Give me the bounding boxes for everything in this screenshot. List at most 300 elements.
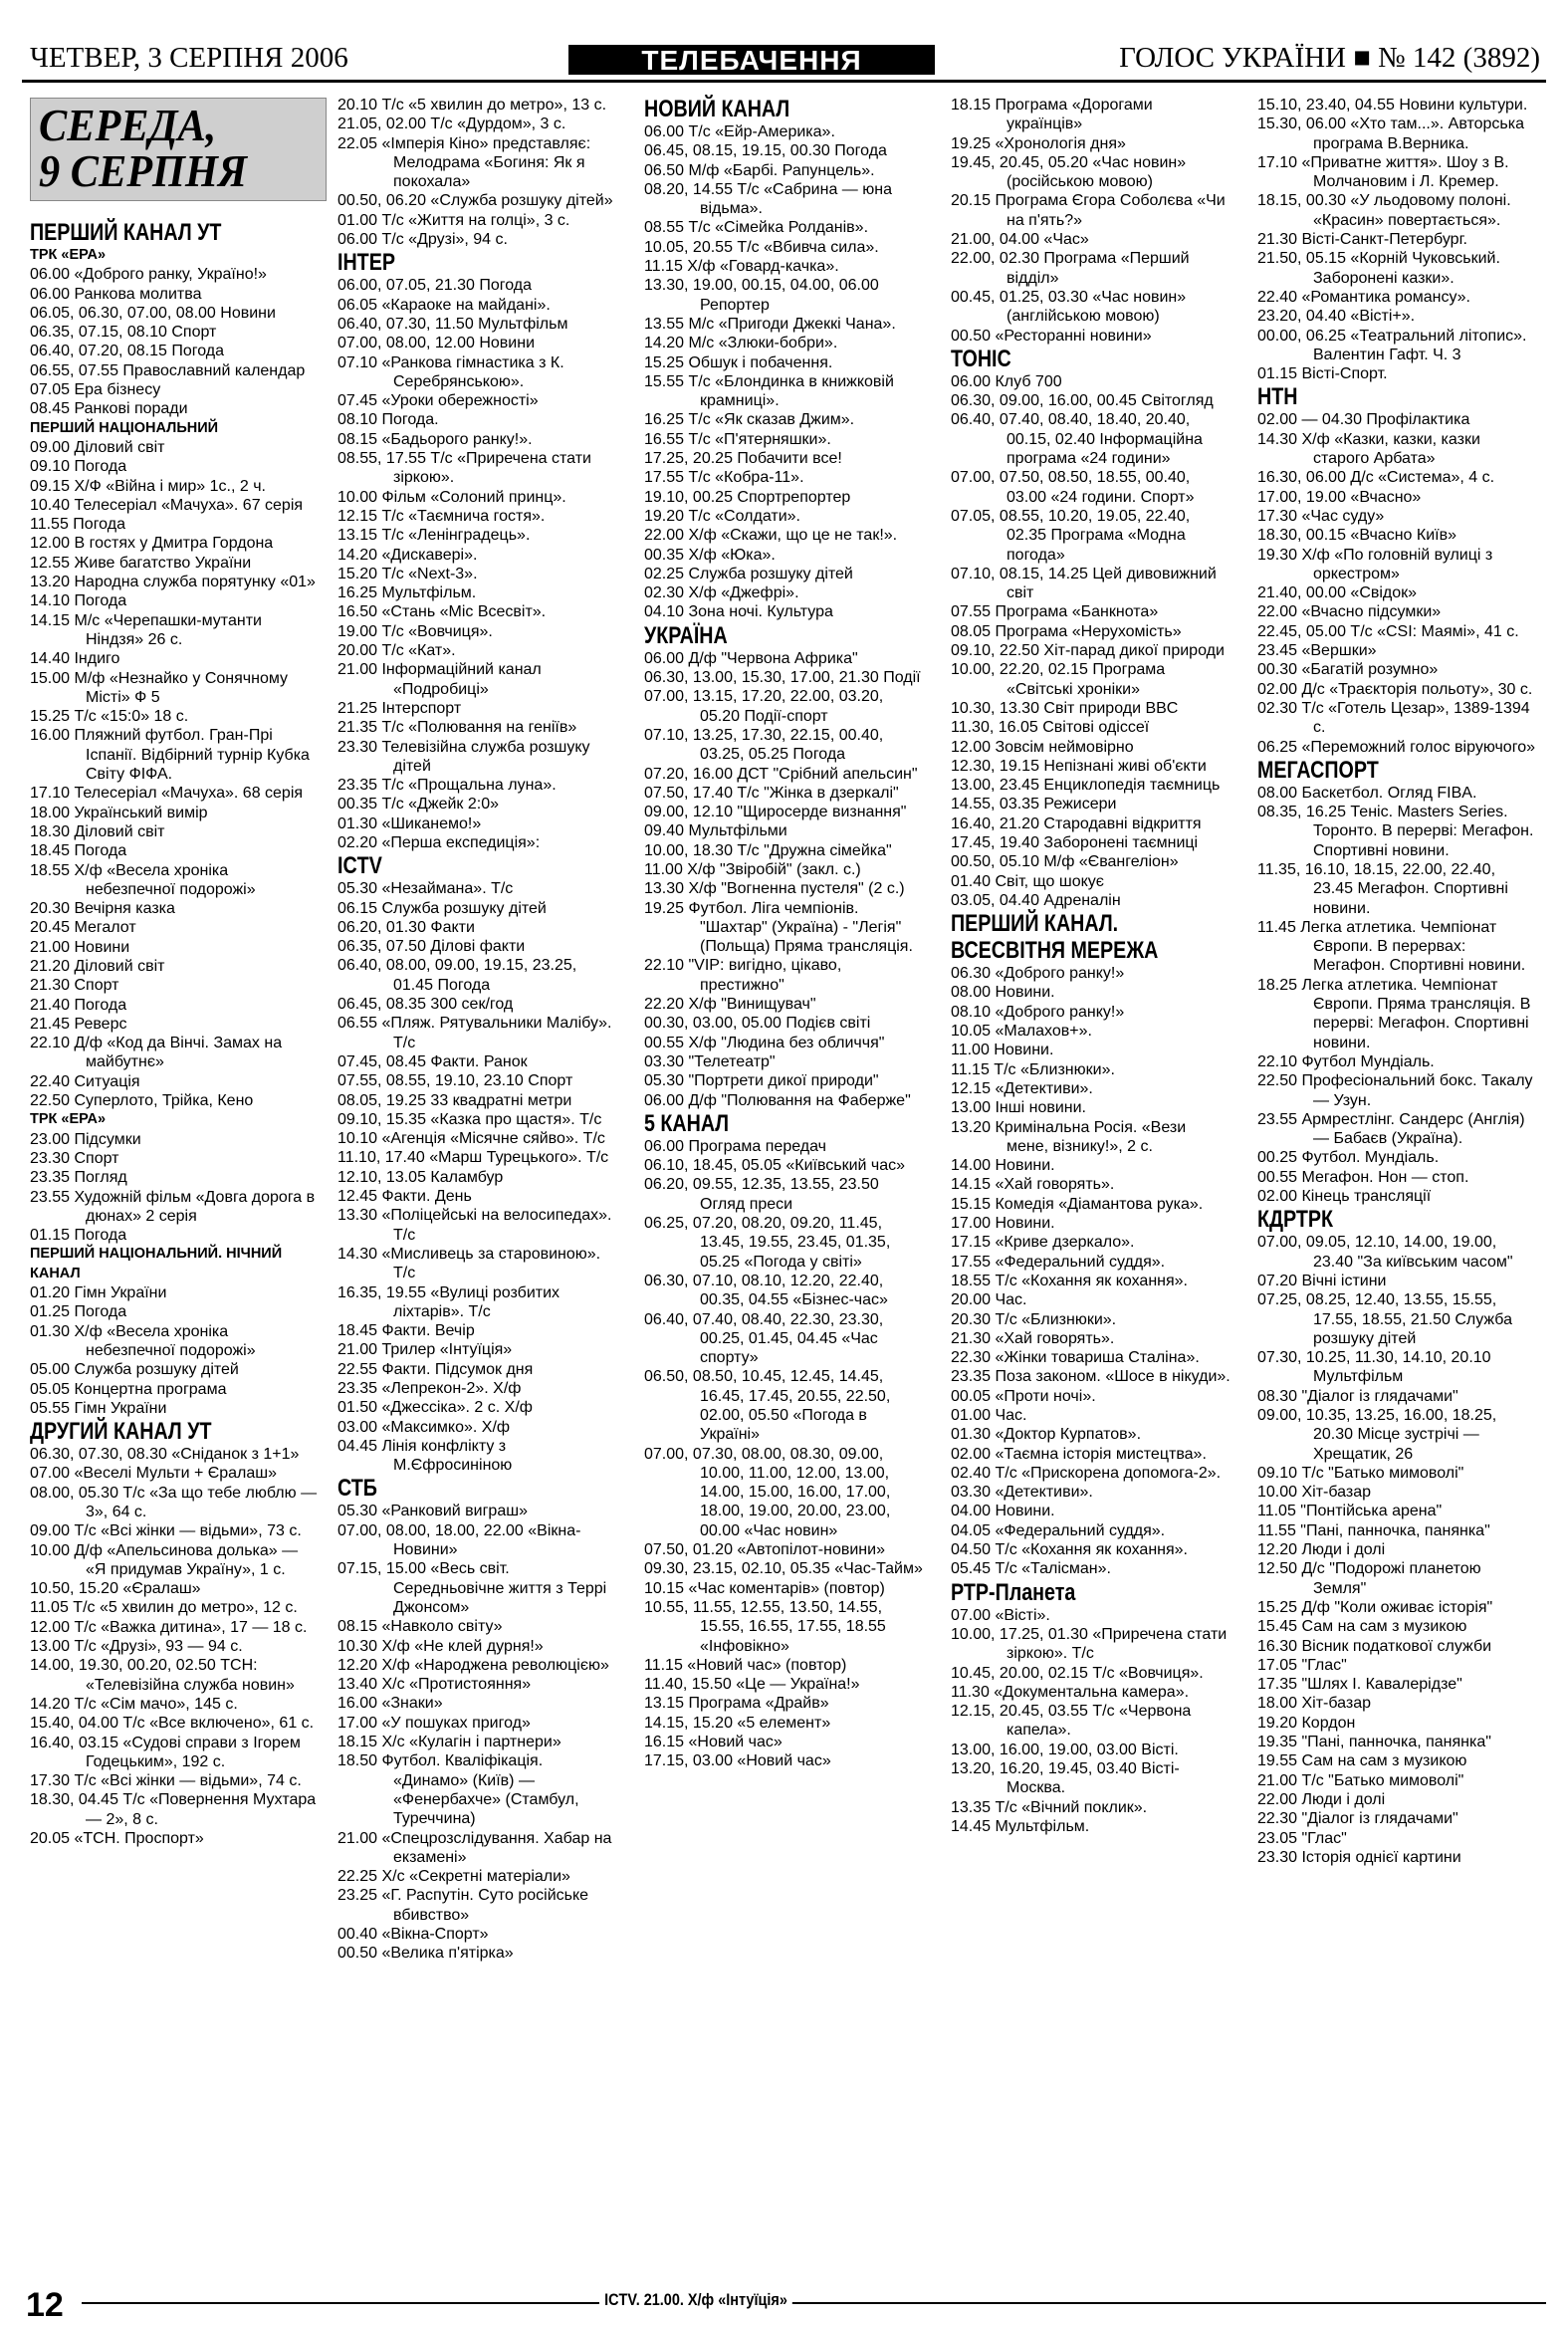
page-footer (22, 2286, 1546, 2324)
program-entry: 22.05 «Імперія Кіно» представляє: Мелодрама «Богиня: Як я покохала» (337, 134, 591, 191)
program-entry: 12.20 Люди і долі (1257, 1541, 1386, 1559)
program-entry: 11.40, 15.50 «Це — Україна!» (644, 1676, 860, 1694)
program-entry: 09.00, 12.10 "Щиросерде визнання" (644, 804, 907, 821)
program-entry: 00.40 «Вікна-Спорт» (337, 1926, 489, 1944)
program-entry: 18.15, 00.30 «У льодовому полоні. «Красин» повертається». (1257, 192, 1511, 229)
program-entry: 02.25 Служба розшуку дітей (644, 565, 853, 582)
program-entry: 08.00 Баскетбол. Огляд FIBA. (1257, 784, 1477, 802)
program-entry: 15.55 Т/с «Блондинка в книжковій крамниці». (644, 372, 894, 410)
program-entry: 14.15 «Хай говорять». (951, 1176, 1115, 1194)
program-entry: 06.30, 07.30, 08.30 «Сніданок з 1+1» (30, 1446, 300, 1464)
program-entry: 13.30 Х/ф "Вогненна пустеля" (2 с.) (644, 880, 905, 898)
channel-heading: СТБ (337, 1475, 377, 1503)
program-entry: 00.45, 01.25, 03.30 «Час новин» (англійською мовою) (951, 288, 1187, 326)
program-entry: 10.00 Фільм «Солоний принц». (337, 488, 566, 506)
program-entry: 21.00 «Спецрозслідування. Хабар на екзамені» (337, 1829, 612, 1866)
program-entry: 00.25 Футбол. Мундіаль. (1257, 1149, 1440, 1167)
program-entry: 08.15 «Навколо світу» (337, 1618, 503, 1636)
program-entry: 17.30 Т/с «Всі жінки — відьми», 74 с. (30, 1772, 302, 1790)
program-entry: 10.05 «Малахов+». (951, 1023, 1092, 1041)
program-entry: 02.00 «Таємна історія мистецтва». (951, 1445, 1207, 1463)
program-entry: 08.00, 05.30 Т/с «За що тебе люблю — 3», 64 с. (30, 1484, 318, 1520)
program-entry: 09.00 Т/с «Всі жінки — відьми», 73 с. (30, 1522, 302, 1540)
program-entry: 07.00, 09.05, 12.10, 14.00, 19.00, 23.40 "За київським часом" (1257, 1234, 1513, 1271)
program-entry: 07.50, 01.20 «Автопілот-новини» (644, 1541, 885, 1559)
program-entry: 10.00 Д/ф «Апельсинова долька» — «Я придумав Україну», 1 с. (30, 1541, 299, 1578)
program-entry: 19.20 Кордон (1257, 1714, 1356, 1732)
program-entry: 10.05, 20.55 Т/с «Вбивча сила». (644, 238, 879, 256)
channel-heading: НТН (1257, 383, 1298, 411)
program-entry: 01.15 Вісті-Спорт. (1257, 365, 1388, 383)
program-entry: 17.00, 19.00 «Вчасно» (1257, 488, 1422, 506)
program-entry: 20.30 Вечірня казка (30, 900, 175, 918)
program-entry: 20.00 Час. (951, 1291, 1027, 1309)
program-entry: 06.30, 13.00, 15.30, 17.00, 21.30 Події (644, 669, 921, 687)
program-entry: 11.45 Легка атлетика. Чемпіонат Європи. В перервах: Мегафон. Спортивні новини. (1257, 918, 1526, 975)
program-entry: 06.40, 08.00, 09.00, 19.15, 23.25, 01.45 Погода (337, 957, 577, 994)
footer-note: ICTV. 21.00. Х/ф «Інтуїція» (599, 2290, 792, 2310)
program-entry: 12.55 Живе багатство України (30, 554, 252, 572)
program-entry: 10.00, 22.20, 02.15 Програма «Світські хроніки» (951, 661, 1166, 698)
program-entry: 09.10, 22.50 Хіт-парад дикої природи (951, 642, 1225, 660)
program-entry: 21.35 Т/с «Полювання на геніїв» (337, 719, 577, 737)
program-entry: 06.45, 08.15, 19.15, 00.30 Погода (644, 142, 887, 160)
subchannel-heading: ПЕРШИЙ НАЦІОНАЛЬНИЙ. НІЧНИЙ КАНАЛ (30, 1246, 283, 1281)
program-entry: 02.00 — 04.30 Профілактика (1257, 411, 1470, 429)
program-entry: 11.30 «Документальна камера». (951, 1683, 1190, 1701)
program-entry: 11.15 «Новий час» (повтор) (644, 1656, 847, 1674)
program-entry: 07.20, 16.00 ДСТ "Срібний апельсин" (644, 765, 918, 783)
program-entry: 22.30 «Жінки товариша Сталіна». (951, 1349, 1200, 1367)
program-entry: 07.55 Програма «Банкнота» (951, 603, 1159, 621)
program-entry: 14.55, 03.35 Режисери (951, 796, 1117, 814)
program-entry: 14.15, 15.20 «5 елемент» (644, 1714, 831, 1732)
program-entry: 01.15 Погода (30, 1227, 127, 1245)
program-entry: 09.30, 23.15, 02.10, 05.35 «Час-Тайм» (644, 1560, 923, 1578)
program-entry: 23.35 Т/с «Прощальна луна». (337, 777, 557, 795)
program-entry: 19.20 Т/с «Солдати». (644, 507, 800, 525)
program-entry: 21.25 Інтерспорт (337, 699, 462, 717)
program-entry: 00.30, 03.00, 05.00 Подієв світі (644, 1015, 871, 1033)
program-entry: 18.15 Х/с «Кулагін і партнери» (337, 1734, 561, 1751)
program-entry: 13.30 «Поліцейські на велосипедах». Т/с (337, 1207, 612, 1244)
program-entry: 05.30 «Ранковий виграш» (337, 1503, 528, 1520)
program-entry: 06.10, 18.45, 05.05 «Київський час» (644, 1157, 906, 1175)
program-entry: 22.00 «Вчасно підсумки» (1257, 603, 1442, 621)
program-entry: 18.30, 04.45 Т/с «Повернення Мухтара — 2», 8 с. (30, 1791, 317, 1828)
program-entry: 16.30, 06.00 Д/с «Система», 4 с. (1257, 469, 1495, 487)
program-entry: 11.15 Т/с «Близнюки». (951, 1060, 1115, 1078)
program-entry: 22.50 Суперлото, Трійка, Кено (30, 1092, 254, 1110)
program-entry: 06.45, 08.35 300 сек/год (337, 996, 514, 1014)
program-entry: 13.15 Т/с «Ленінградець». (337, 527, 531, 545)
program-entry: 07.00 «Вісті». (951, 1606, 1050, 1624)
program-entry: 14.10 Погода (30, 592, 127, 610)
program-entry: 06.35, 07.50 Ділові факти (337, 938, 526, 956)
program-entry: 08.55, 17.55 Т/с «Приречена стати зіркою». (337, 450, 591, 487)
program-entry: 23.30 Телевізійна служба розшуку дітей (337, 738, 590, 775)
program-entry: 10.45, 20.00, 02.15 Т/с «Вовчиця». (951, 1664, 1204, 1682)
program-entry: 03.05, 04.40 Адреналін (951, 891, 1121, 909)
program-entry: 13.35 Т/с «Вічний поклик». (951, 1798, 1148, 1816)
program-entry: 06.50, 08.50, 10.45, 12.45, 14.45, 16.45, 17.45, 20.55, 22.50, 02.00, 05.50 «Погода в Україні» (644, 1368, 891, 1444)
masthead (22, 28, 1546, 83)
program-entry: 00.55 Х/ф "Людина без обличчя" (644, 1034, 885, 1051)
channel-heading: ICTV (337, 852, 382, 880)
program-entry: 17.00 «У пошуках пригод» (337, 1714, 531, 1732)
program-entry: 08.10 Погода. (337, 411, 439, 429)
program-entry: 13.55 М/с «Пригоди Джеккі Чана». (644, 315, 896, 333)
program-entry: 00.35 Т/с «Джейк 2:0» (337, 796, 500, 814)
program-entry: 06.55, 07.55 Православний календар (30, 361, 306, 379)
channel-heading: НОВИЙ КАНАЛ (644, 96, 790, 122)
program-entry: 08.45 Ранкові поради (30, 400, 188, 418)
program-entry: 23.00 Підсумки (30, 1130, 141, 1148)
program-entry: 06.00 Т/с «Ейр-Америка». (644, 123, 835, 140)
channel-heading: МЕГАСПОРТ (1257, 756, 1379, 784)
program-entry: 03.00 «Максимко». Х/ф (337, 1418, 511, 1436)
program-entry: 20.15 Програма Єгора Соболєва «Чи на п'ять?» (951, 192, 1226, 229)
program-entry: 10.00, 18.30 Т/с "Дружна сімейка" (644, 841, 892, 859)
program-entry: 16.40, 21.20 Стародавні відкриття (951, 814, 1202, 832)
program-entry: 16.30 Вісник податкової служби (1257, 1637, 1492, 1655)
program-entry: 07.15, 15.00 «Весь світ. Середньовічне життя з Террі Джонсом» (337, 1560, 607, 1616)
program-entry: 03.30 "Телетеатр" (644, 1052, 776, 1070)
program-entry: 18.55 Х/ф «Весела хроніка небезпечної подорожі» (30, 861, 256, 898)
program-entry: 06.50 М/ф «Барбі. Рапунцель». (644, 161, 875, 179)
program-entry: 13.20, 16.20, 19.45, 03.40 Вісті-Москва. (951, 1760, 1180, 1797)
program-entry: 07.45 «Уроки обережності» (337, 392, 539, 410)
program-entry: 06.40, 07.40, 08.40, 22.30, 23.30, 00.25, 01.45, 04.45 «Час спорту» (644, 1310, 884, 1367)
program-entry: 00.50 «Велика п'ятірка» (337, 1945, 514, 1963)
program-entry: 17.25, 20.25 Побачити все! (644, 450, 842, 468)
program-entry: 21.00 Трилер «Інтуїція» (337, 1341, 513, 1359)
program-entry: 22.30 "Діалог із глядачами" (1257, 1810, 1458, 1828)
program-entry: 13.20 Народна служба порятунку «01» (30, 574, 316, 591)
program-entry: 17.15 «Криве дзеркало». (951, 1234, 1135, 1252)
program-entry: 06.00 Ранкова молитва (30, 285, 202, 303)
program-entry: 19.45, 20.45, 05.20 «Час новин» (російською мовою) (951, 153, 1187, 191)
program-entry: 07.05 Ера бізнесу (30, 381, 161, 399)
program-entry: 22.00 Х/ф «Скажи, що це не так!». (644, 527, 898, 545)
program-entry: 13.20 Кримінальна Росія. «Вези мене, візнику!», 2 с. (951, 1118, 1187, 1155)
program-entry: 06.40, 07.30, 11.50 Мультфільм (337, 315, 568, 333)
program-entry: 00.00, 06.25 «Театральний літопис». Валентин Гафт. Ч. 3 (1257, 327, 1527, 363)
day-title (30, 98, 327, 201)
program-entry: 09.00 Діловий світ (30, 438, 165, 456)
program-entry: 20.10 Т/с «5 хвилин до метро», 13 с. (337, 97, 607, 114)
program-entry: 18.25 Легка атлетика. Чемпіонат Європи. Пряма трансляція. В перерві: Мегафон. Спортивні новини. (1257, 976, 1531, 1051)
program-entry: 23.55 Художній фільм «Довга дорога в дюнах» 2 серія (30, 1188, 316, 1225)
program-entry: 07.10, 13.25, 17.30, 22.15, 00.40, 03.25, 05.25 Погода (644, 726, 884, 764)
program-entry: 12.20 Х/ф «Народжена революцією» (337, 1656, 609, 1674)
subchannel-heading: ТРК «ЕРА» (30, 247, 107, 263)
program-entry: 21.20 Діловий світ (30, 957, 165, 975)
program-entry: 22.20 Х/ф "Винищувач" (644, 996, 816, 1014)
program-entry: 13.40 Х/с «Протистояння» (337, 1676, 532, 1694)
program-entry: 05.30 «Незаймана». Т/с (337, 880, 514, 898)
program-entry: 06.25, 07.20, 08.20, 09.20, 11.45, 13.45, 19.55, 23.45, 01.35, 05.25 «Погода у світі» (644, 1215, 891, 1271)
program-entry: 11.05 Т/с «5 хвилин до метро», 12 с. (30, 1599, 298, 1617)
program-entry: 23.05 "Глас" (1257, 1829, 1347, 1847)
program-entry: 17.00 Новини. (951, 1215, 1055, 1233)
program-entry: 07.05, 08.55, 10.20, 19.05, 22.40, 02.35 Програма «Модна погода» (951, 507, 1191, 564)
program-entry: 07.00 «Веселі Мульти + Єралаш» (30, 1465, 277, 1483)
program-entry: 16.55 Т/с «П'ятерняшки». (644, 430, 831, 448)
program-entry: 23.25 «Г. Распутін. Суто російське вбивство» (337, 1887, 589, 1924)
program-entry: 18.30 Діловий світ (30, 822, 165, 840)
program-entry: 20.05 «ТСН. Проспорт» (30, 1830, 204, 1848)
program-entry: 20.30 Т/с «Близнюки». (951, 1310, 1117, 1328)
program-entry: 15.30, 06.00 «Хто там...». Авторська програма В.Верника. (1257, 116, 1524, 152)
program-entry: 21.50, 05.15 «Корній Чуковський. Заборонені казки». (1257, 250, 1500, 287)
program-entry: 10.15 «Час коментарів» (повтор) (644, 1579, 885, 1597)
program-entry: 08.00 Новини. (951, 984, 1055, 1002)
program-entry: 07.25, 08.25, 12.40, 13.55, 15.55, 17.55, 18.55, 21.50 Служба розшуку дітей (1257, 1291, 1512, 1347)
channel-heading: ВСЕСВІТНЯ МЕРЕЖА (951, 937, 1159, 965)
program-entry: 16.15 «Новий час» (644, 1734, 783, 1751)
program-entry: 08.10 «Доброго ранку!» (951, 1003, 1125, 1021)
channel-heading: КДРТРК (1257, 1206, 1334, 1234)
program-entry: 16.25 Т/с «Як сказав Джим». (644, 411, 855, 429)
channel-heading: ІНТЕР (337, 249, 395, 277)
program-entry: 12.50 Д/с "Подорожі планетою Земля" (1257, 1560, 1481, 1597)
program-entry: 08.20, 14.55 Т/с «Сабрина — юна відьма». (644, 180, 892, 218)
program-entry: 09.00, 10.35, 13.25, 16.00, 18.25, 20.30 Місце зустрічі — Хрещатик, 26 (1257, 1407, 1497, 1463)
channel-heading: ТОНІС (951, 345, 1011, 372)
program-entry: 15.25 Обшук і побачення. (644, 353, 833, 371)
program-entry: 08.15 «Бадьорого ранку!». (337, 430, 533, 448)
program-entry: 22.10 Д/ф «Код да Вінчі. Замах на майбутнє» (30, 1035, 283, 1071)
program-entry: 19.35 "Пані, панночка, панянка" (1257, 1734, 1491, 1751)
program-entry: 19.00 Т/с «Вовчиця». (337, 622, 493, 640)
program-entry: 23.35 Поза законом. «Шосе в нікуди». (951, 1368, 1231, 1386)
program-entry: 09.40 Мультфільми (644, 822, 787, 840)
program-entry: 05.55 Гімн України (30, 1399, 167, 1417)
program-entry: 14.00 Новини. (951, 1157, 1055, 1175)
program-entry: 00.05 «Проти ночі». (951, 1387, 1096, 1405)
program-entry: 23.30 Історія однієї картини (1257, 1848, 1461, 1866)
program-entry: 07.00, 07.50, 08.50, 18.55, 00.40, 03.00 «24 години. Спорт» (951, 469, 1195, 506)
program-entry: 11.10, 17.40 «Марш Турецького». Т/с (337, 1149, 609, 1167)
column-1 (30, 96, 319, 1848)
program-entry: 08.05 Програма «Нерухомість» (951, 622, 1182, 640)
program-entry: 13.15 Програма «Драйв» (644, 1695, 829, 1713)
program-entry: 15.00 М/ф «Незнайко у Сонячному Місті» Ф 5 (30, 669, 289, 706)
program-entry: 01.00 Час. (951, 1407, 1027, 1424)
program-entry: 06.00 Клуб 700 (951, 372, 1062, 390)
program-entry: 06.35, 07.15, 08.10 Спорт (30, 324, 217, 342)
program-entry: 23.55 Армрестлінг. Сандерс (Англія) — Бабаєв (Україна). (1257, 1110, 1525, 1148)
program-entry: 00.50, 06.20 «Служба розшуку дітей» (337, 192, 613, 210)
program-entry: 19.10, 00.25 Спортрепортер (644, 488, 851, 506)
program-entry: 19.25 «Хронологія дня» (951, 134, 1126, 152)
program-entry: 14.00, 19.30, 00.20, 02.50 ТСН: «Телевізійна служба новин» (30, 1657, 295, 1694)
program-entry: 12.15 «Детективи». (951, 1079, 1093, 1097)
program-entry: 15.15 Комедія «Діамантова рука». (951, 1195, 1204, 1213)
program-entry: 11.55 Погода (30, 516, 125, 534)
program-entry: 22.00, 02.30 Програма «Перший відділ» (951, 250, 1190, 287)
program-entry: 14.30 «Мисливець за старовиною». Т/с (337, 1245, 601, 1282)
program-entry: 06.25 «Переможний голос віруючого» (1257, 738, 1535, 756)
program-entry: 11.55 "Пані, панночка, панянка" (1257, 1521, 1490, 1539)
program-entry: 23.35 Погляд (30, 1169, 127, 1187)
program-entry: 21.00, 04.00 «Час» (951, 231, 1089, 249)
page-number: 12 (26, 2286, 64, 2324)
program-entry: 13.00 Т/с «Друзі», 93 — 94 с. (30, 1638, 243, 1656)
program-entry: 17.55 Т/с «Кобра-11». (644, 469, 804, 487)
program-entry: 13.00 Інші новини. (951, 1099, 1086, 1117)
program-entry: 10.10 «Агенція «Місячне сяйво». Т/с (337, 1130, 605, 1148)
program-entry: 08.05, 19.25 33 квадратні метри (337, 1091, 572, 1109)
program-entry: 17.55 «Федеральний суддя». (951, 1253, 1166, 1271)
program-entry: 10.55, 11.55, 12.55, 13.50, 14.55, 15.55, 16.55, 17.55, 18.55 «Інфовікно» (644, 1598, 886, 1655)
program-entry: 06.00, 07.05, 21.30 Погода (337, 277, 533, 295)
program-entry: 01.30 Х/ф «Весела хроніка небезпечної подорожі» (30, 1322, 256, 1359)
program-entry: 05.05 Концертна програма (30, 1380, 227, 1398)
program-entry: 21.30 Вісті-Санкт-Петербург. (1257, 231, 1467, 249)
program-entry: 01.30 «Шиканемо!» (337, 814, 482, 832)
program-entry: 21.40 Погода (30, 996, 127, 1014)
program-entry: 16.35, 19.55 «Вулиці розбитих ліхтарів». Т/с (337, 1283, 560, 1320)
column-5 (1257, 96, 1538, 1867)
column-4 (951, 96, 1232, 1836)
program-entry: 12.15, 20.45, 03.55 Т/с «Червона капела». (951, 1703, 1192, 1740)
program-entry: 14.20 Т/с «Сім мачо», 145 с. (30, 1695, 238, 1713)
program-entry: 22.40 Ситуація (30, 1072, 140, 1090)
program-entry: 17.35 "Шлях І. Кавалерідзе" (1257, 1676, 1462, 1694)
program-entry: 20.00 Т/с «Кат». (337, 642, 456, 660)
program-entry: 12.30, 19.15 Непізнані живі об'єкти (951, 757, 1207, 775)
program-entry: 07.45, 08.45 Факти. Ранок (337, 1052, 528, 1070)
program-entry: 12.45 Факти. День (337, 1188, 472, 1206)
footer-rule (82, 2302, 1546, 2304)
program-entry: 19.30 Х/ф «По головній вулиці з оркестром» (1257, 546, 1493, 582)
day-title-weekday: СЕРЕДА, (39, 100, 217, 150)
program-entry: 09.10, 15.35 «Казка про щастя». Т/с (337, 1110, 602, 1128)
program-entry: 05.45 Т/с «Талісман». (951, 1560, 1111, 1578)
program-entry: 16.40, 03.15 «Судові справи з Ігорем Годецьким», 192 с. (30, 1734, 301, 1770)
program-entry: 14.20 М/с «Злюки-бобри». (644, 335, 838, 352)
program-entry: 18.45 Факти. Вечір (337, 1322, 475, 1340)
program-entry: 06.20, 09.55, 12.35, 13.55, 23.50 Огляд преси (644, 1176, 879, 1213)
program-entry: 21.45 Реверс (30, 1015, 127, 1033)
program-entry: 21.00 Т/с "Батько мимоволі" (1257, 1771, 1464, 1789)
program-entry: 22.00 Люди і долі (1257, 1790, 1386, 1808)
program-entry: 21.00 Інформаційний канал «Подробиці» (337, 661, 542, 698)
channel-heading: ПЕРШИЙ КАНАЛ УТ (30, 219, 222, 246)
program-entry: 07.30, 10.25, 11.30, 14.10, 20.10 Мультфільм (1257, 1349, 1491, 1386)
program-entry: 15.45 Сам на сам з музикою (1257, 1618, 1467, 1636)
program-entry: 07.00, 13.15, 17.20, 22.00, 03.20, 05.20 Події-спорт (644, 688, 884, 725)
program-entry: 10.00, 17.25, 01.30 «Приречена стати зіркою». Т/с (951, 1625, 1228, 1663)
program-entry: 07.10, 08.15, 14.25 Цей дивовижний світ (951, 565, 1217, 602)
program-entry: 09.10 Т/с "Батько мимоволі" (1257, 1464, 1464, 1482)
channel-heading: ПЕРШИЙ КАНАЛ. (951, 910, 1119, 938)
program-entry: 10.00 Хіт-базар (1257, 1484, 1372, 1502)
program-entry: 17.15, 03.00 «Новий час» (644, 1752, 831, 1770)
program-entry: 03.30 «Детективи». (951, 1484, 1093, 1502)
program-entry: 22.50 Професіональний бокс. Такалу — Узун. (1257, 1072, 1533, 1109)
program-entry: 08.55 Т/с «Сімейка Ролданів». (644, 219, 869, 237)
column-3 (644, 96, 925, 1771)
program-entry: 06.20, 01.30 Факти (337, 918, 475, 936)
program-entry: 11.00 Новини. (951, 1042, 1054, 1059)
channel-heading: РТР-Планета (951, 1578, 1076, 1606)
program-entry: 08.30 "Діалог із глядачами" (1257, 1387, 1458, 1405)
program-entry: 06.05, 06.30, 07.00, 08.00 Новини (30, 304, 276, 322)
program-entry: 00.55 Мегафон. Нон — стоп. (1257, 1168, 1469, 1186)
program-entry: 06.00 «Доброго ранку, Україно!» (30, 266, 267, 284)
program-entry: 06.00 Програма передач (644, 1137, 826, 1155)
program-entry: 11.35, 16.10, 18.15, 22.00, 22.40, 23.45 Мегафон. Спортивні новини. (1257, 860, 1508, 917)
program-entry: 06.40, 07.40, 08.40, 18.40, 20.40, 00.15, 02.40 Інформаційна програма «24 години» (951, 411, 1203, 468)
program-entry: 17.10 Телесеріал «Мачуха». 68 серія (30, 785, 304, 803)
program-entry: 12.00 Т/с «Важка дитина», 17 — 18 с. (30, 1618, 308, 1636)
program-entry: 13.00, 16.00, 19.00, 03.00 Вісті. (951, 1741, 1179, 1758)
program-entry: 04.05 «Федеральний суддя». (951, 1521, 1166, 1539)
program-entry: 23.30 Спорт (30, 1149, 119, 1167)
program-entry: 11.30, 16.05 Світові одіссеї (951, 719, 1150, 737)
program-entry: 02.00 Д/с «Траєкторія польоту», 30 с. (1257, 680, 1533, 698)
program-entry: 21.05, 02.00 Т/с «Дурдом», 3 с. (337, 116, 566, 133)
program-entry: 21.00 Новини (30, 938, 130, 956)
program-entry: 18.30, 00.15 «Вчасно Київ» (1257, 527, 1456, 545)
program-entry: 07.10 «Ранкова гімнастика з К. Серебрянською». (337, 353, 564, 390)
subchannel-heading: ТРК «ЕРА» (30, 1111, 107, 1128)
program-entry: 12.15 Т/с «Таємнича гостя». (337, 507, 546, 525)
program-entry: 18.50 Футбол. Кваліфікація. «Динамо» (Київ) — «Фенербахче» (Стамбул, Туреччина) (337, 1752, 579, 1828)
program-entry: 23.20, 04.40 «Вісті+». (1257, 308, 1416, 326)
program-entry: 15.10, 23.40, 04.55 Новини культури. (1257, 97, 1528, 114)
program-entry: 06.30 «Доброго ранку!» (951, 965, 1125, 983)
program-entry: 14.20 «Дискавері». (337, 546, 478, 564)
program-entry: 12.00 В гостях у Дмитра Гордона (30, 535, 274, 553)
program-entry: 06.00 Т/с «Друзі», 94 с. (337, 231, 508, 249)
program-entry: 06.40, 07.20, 08.15 Погода (30, 343, 225, 360)
day-title-date: 9 СЕРПНЯ (39, 145, 248, 196)
program-entry: 06.15 Служба розшуку дітей (337, 899, 547, 917)
program-entry: 15.25 Т/с «15:0» 18 с. (30, 708, 189, 726)
program-entry: 07.00, 07.30, 08.00, 08.30, 09.00, 10.00, 11.00, 12.00, 13.00, 14.00, 15.00, 16.00, 17.00, 18.00, 19.00, 20.00, 23.00, 00.00 «Час новин» (644, 1445, 891, 1539)
program-entry: 10.40 Телесеріал «Мачуха». 67 серія (30, 496, 304, 514)
program-entry: 22.10 "VIP: вигідно, цікаво, престижно" (644, 957, 842, 994)
channel-heading: ДРУГИЙ КАНАЛ УТ (30, 1418, 212, 1446)
program-entry: 16.00 «Знаки» (337, 1695, 443, 1713)
program-entry: 22.55 Факти. Підсумок дня (337, 1360, 534, 1378)
program-entry: 23.35 «Лепрекон-2». Х/ф (337, 1380, 522, 1397)
program-entry: 18.45 Погода (30, 842, 127, 860)
program-entry: 06.05 «Караоке на майдані». (337, 296, 551, 314)
program-entry: 06.55 «Пляж. Рятувальники Малібу». Т/с (337, 1015, 612, 1051)
program-entry: 22.10 Футбол Мундіаль. (1257, 1052, 1435, 1070)
program-entry: 16.25 Мультфільм. (337, 584, 477, 602)
program-entry: 08.35, 16.25 Теніс. Masters Series. Торонто. В перерві: Мегафон. Спортивні новини. (1257, 804, 1534, 859)
program-entry: 13.30, 19.00, 00.15, 04.00, 06.00 Репортер (644, 277, 879, 314)
program-entry: 22.45, 05.00 Т/с «CSI: Маямі», 41 с. (1257, 622, 1519, 640)
program-entry: 22.40 «Романтика романсу». (1257, 288, 1470, 306)
newspaper-name: ГОЛОС УКРАЇНИ ■ № 142 (3892) (1119, 42, 1540, 74)
program-entry: 19.25 Футбол. Ліга чемпіонів. "Шахтар" (Україна) - "Легія" (Польща) Пряма трансляція. (644, 899, 913, 956)
program-entry: 07.50, 17.40 Т/с "Жінка в дзеркалі" (644, 784, 899, 802)
program-entry: 16.50 «Стань «Міс Всесвіт». (337, 603, 547, 621)
program-entry: 22.25 Х/с «Секретні матеріали» (337, 1868, 570, 1886)
program-entry: 04.00 Новини. (951, 1503, 1055, 1520)
program-entry: 02.30 Т/с «Готель Цезар», 1389-1394 с. (1257, 699, 1530, 737)
program-entry: 14.15 М/с «Черепашки-мутанти Ніндзя» 26 с. (30, 611, 262, 648)
program-entry: 10.50, 15.20 «Єралаш» (30, 1580, 201, 1598)
program-entry: 17.45, 19.40 Заборонені таємниці (951, 833, 1199, 851)
